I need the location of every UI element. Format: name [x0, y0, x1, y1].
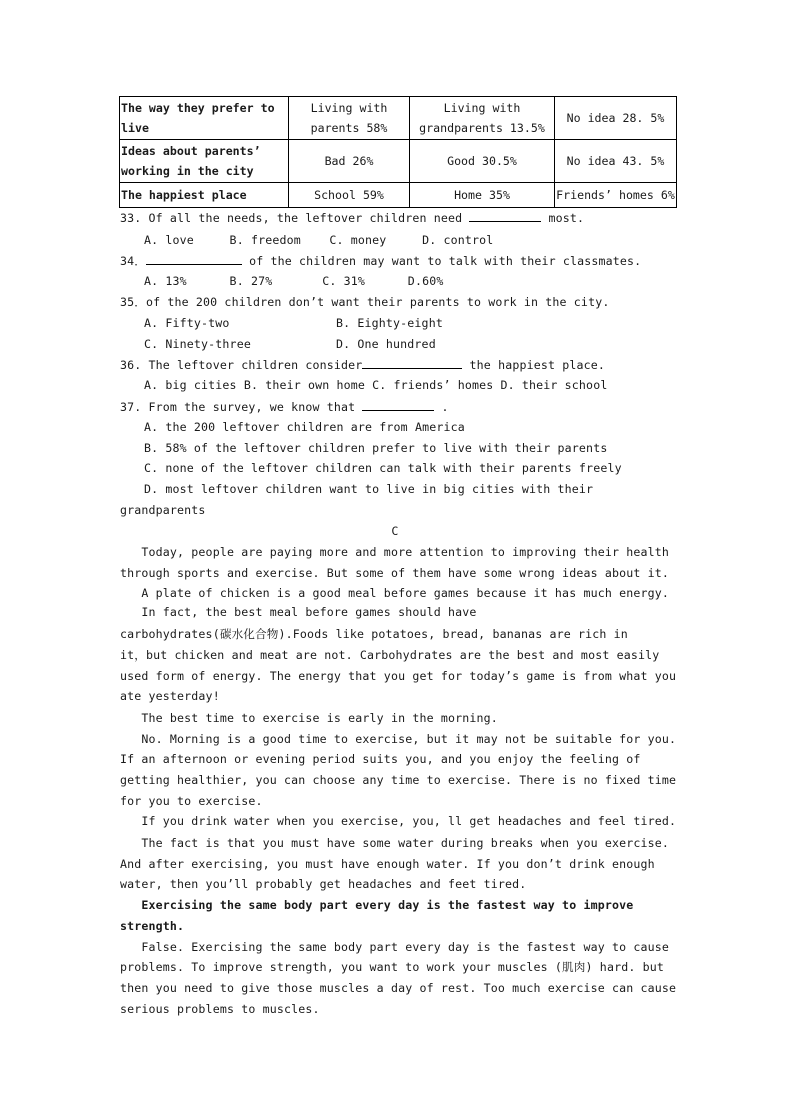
question-34-options: A. 13% B. 27% C. 31% D.60% — [144, 274, 444, 288]
row-label-happiest-place: The happiest place — [120, 183, 289, 208]
question-37-option-d: D. most leftover children want to live in big cities with their — [144, 482, 594, 496]
cell-home: Home 35% — [410, 183, 555, 208]
passage-line: water, then you’ll probably get headaches and feet tired. — [120, 877, 527, 891]
passage-line: The fact is that you must have some water during breaks when you exercise. — [120, 836, 670, 850]
question-35: 35．of the 200 children don’t want their parents to work in the city. — [120, 295, 610, 309]
passage-line: for you to exercise. — [120, 794, 263, 808]
answer-blank — [362, 354, 462, 369]
survey-table — [119, 96, 677, 208]
passage-bold-line: strength. — [120, 919, 185, 933]
cell-good: Good 30.5% — [410, 140, 555, 183]
table-row-ideas-parents — [120, 140, 677, 183]
passage-line: If you drink water when you exercise, you, ll get headaches and feel tired. — [120, 814, 677, 828]
question-33: 33. Of all the needs, the leftover children need most. — [120, 207, 584, 227]
table-row-happiest-place — [120, 183, 677, 208]
question-37: 37. From the survey, we know that . — [120, 396, 449, 416]
question-35-option-d: D. One hundred — [336, 337, 436, 351]
question-35-option-c: C. Ninety-three — [144, 337, 251, 351]
passage-line: False. Exercising the same body part every day is the fastest way to cause — [120, 940, 670, 954]
question-36-options: A. big cities B. their own home C. friends’ homes D. their school — [144, 378, 608, 392]
row-label-prefer-live: The way they prefer to live — [120, 97, 289, 140]
passage-line: through sports and exercise. But some of them have some wrong ideas about it. — [120, 566, 670, 580]
passage-line: No. Morning is a good time to exercise, but it may not be suitable for you. — [120, 732, 677, 746]
passage-bold-line: Exercising the same body part every day is the fastest way to improve — [120, 898, 634, 912]
passage-line: carbohydrates(碳水化合物).Foods like potatoes, bread, bananas are rich in — [120, 627, 628, 641]
answer-blank — [469, 207, 541, 222]
question-35-option-b: B. Eighty-eight — [336, 316, 443, 330]
cell-school: School 59% — [289, 183, 410, 208]
answer-blank — [362, 396, 434, 411]
passage-line: Today, people are paying more and more attention to improving their health — [120, 545, 670, 559]
passage-line: getting healthier, you can choose any time to exercise. There is no fixed time — [120, 773, 677, 787]
cell-bad: Bad 26% — [289, 140, 410, 183]
cell-living-with-parents: Living with parents 58% — [289, 97, 410, 140]
question-33-options: A. love B. freedom C. money D. control — [144, 233, 494, 247]
question-37-option-d-cont: grandparents — [120, 503, 206, 517]
cell-no-idea-1: No idea 28. 5% — [555, 97, 677, 140]
passage-line: then you need to give those muscles a day of rest. Too much exercise can cause — [120, 981, 677, 995]
question-37-option-c: C. none of the leftover children can talk with their parents freely — [144, 461, 622, 475]
question-37-option-a: A. the 200 leftover children are from America — [144, 420, 465, 434]
cell-living-with-grandparents: Living with grandparents 13.5% — [410, 97, 555, 140]
passage-line: In fact, the best meal before games should have — [120, 605, 477, 619]
passage-line: The best time to exercise is early in the morning. — [120, 711, 498, 725]
passage-line: problems. To improve strength, you want to work your muscles (肌肉) hard. but — [120, 960, 664, 974]
question-35-option-a: A. Fifty-two — [144, 316, 230, 330]
table-row-prefer-live — [120, 97, 677, 140]
question-37-option-b: B. 58% of the leftover children prefer to live with their parents — [144, 441, 608, 455]
passage-line: And after exercising, you must have enough water. If you don’t drink enough — [120, 857, 655, 871]
question-36: 36. The leftover children consider the happiest place. — [120, 354, 605, 374]
passage-line: it，but chicken and meat are not. Carbohydrates are the best and most easily — [120, 648, 660, 662]
cell-no-idea-2: No idea 43. 5% — [555, 140, 677, 183]
passage-line: ate yesterday! — [120, 689, 220, 703]
passage-line: A plate of chicken is a good meal before games because it has much energy. — [120, 586, 670, 600]
passage-line: If an afternoon or evening period suits you, and you enjoy the feeling of — [120, 752, 641, 766]
passage-line: serious problems to muscles. — [120, 1002, 320, 1016]
cell-friends-homes: Friends’ homes 6% — [555, 183, 677, 208]
answer-blank — [146, 250, 242, 265]
passage-heading: C — [391, 524, 399, 538]
question-34: 34． of the children may want to talk with their classmates. — [120, 250, 641, 270]
passage-line: used form of energy. The energy that you get for today’s game is from what you — [120, 669, 677, 683]
row-label-ideas-parents: Ideas about parents’ working in the city — [120, 140, 289, 183]
